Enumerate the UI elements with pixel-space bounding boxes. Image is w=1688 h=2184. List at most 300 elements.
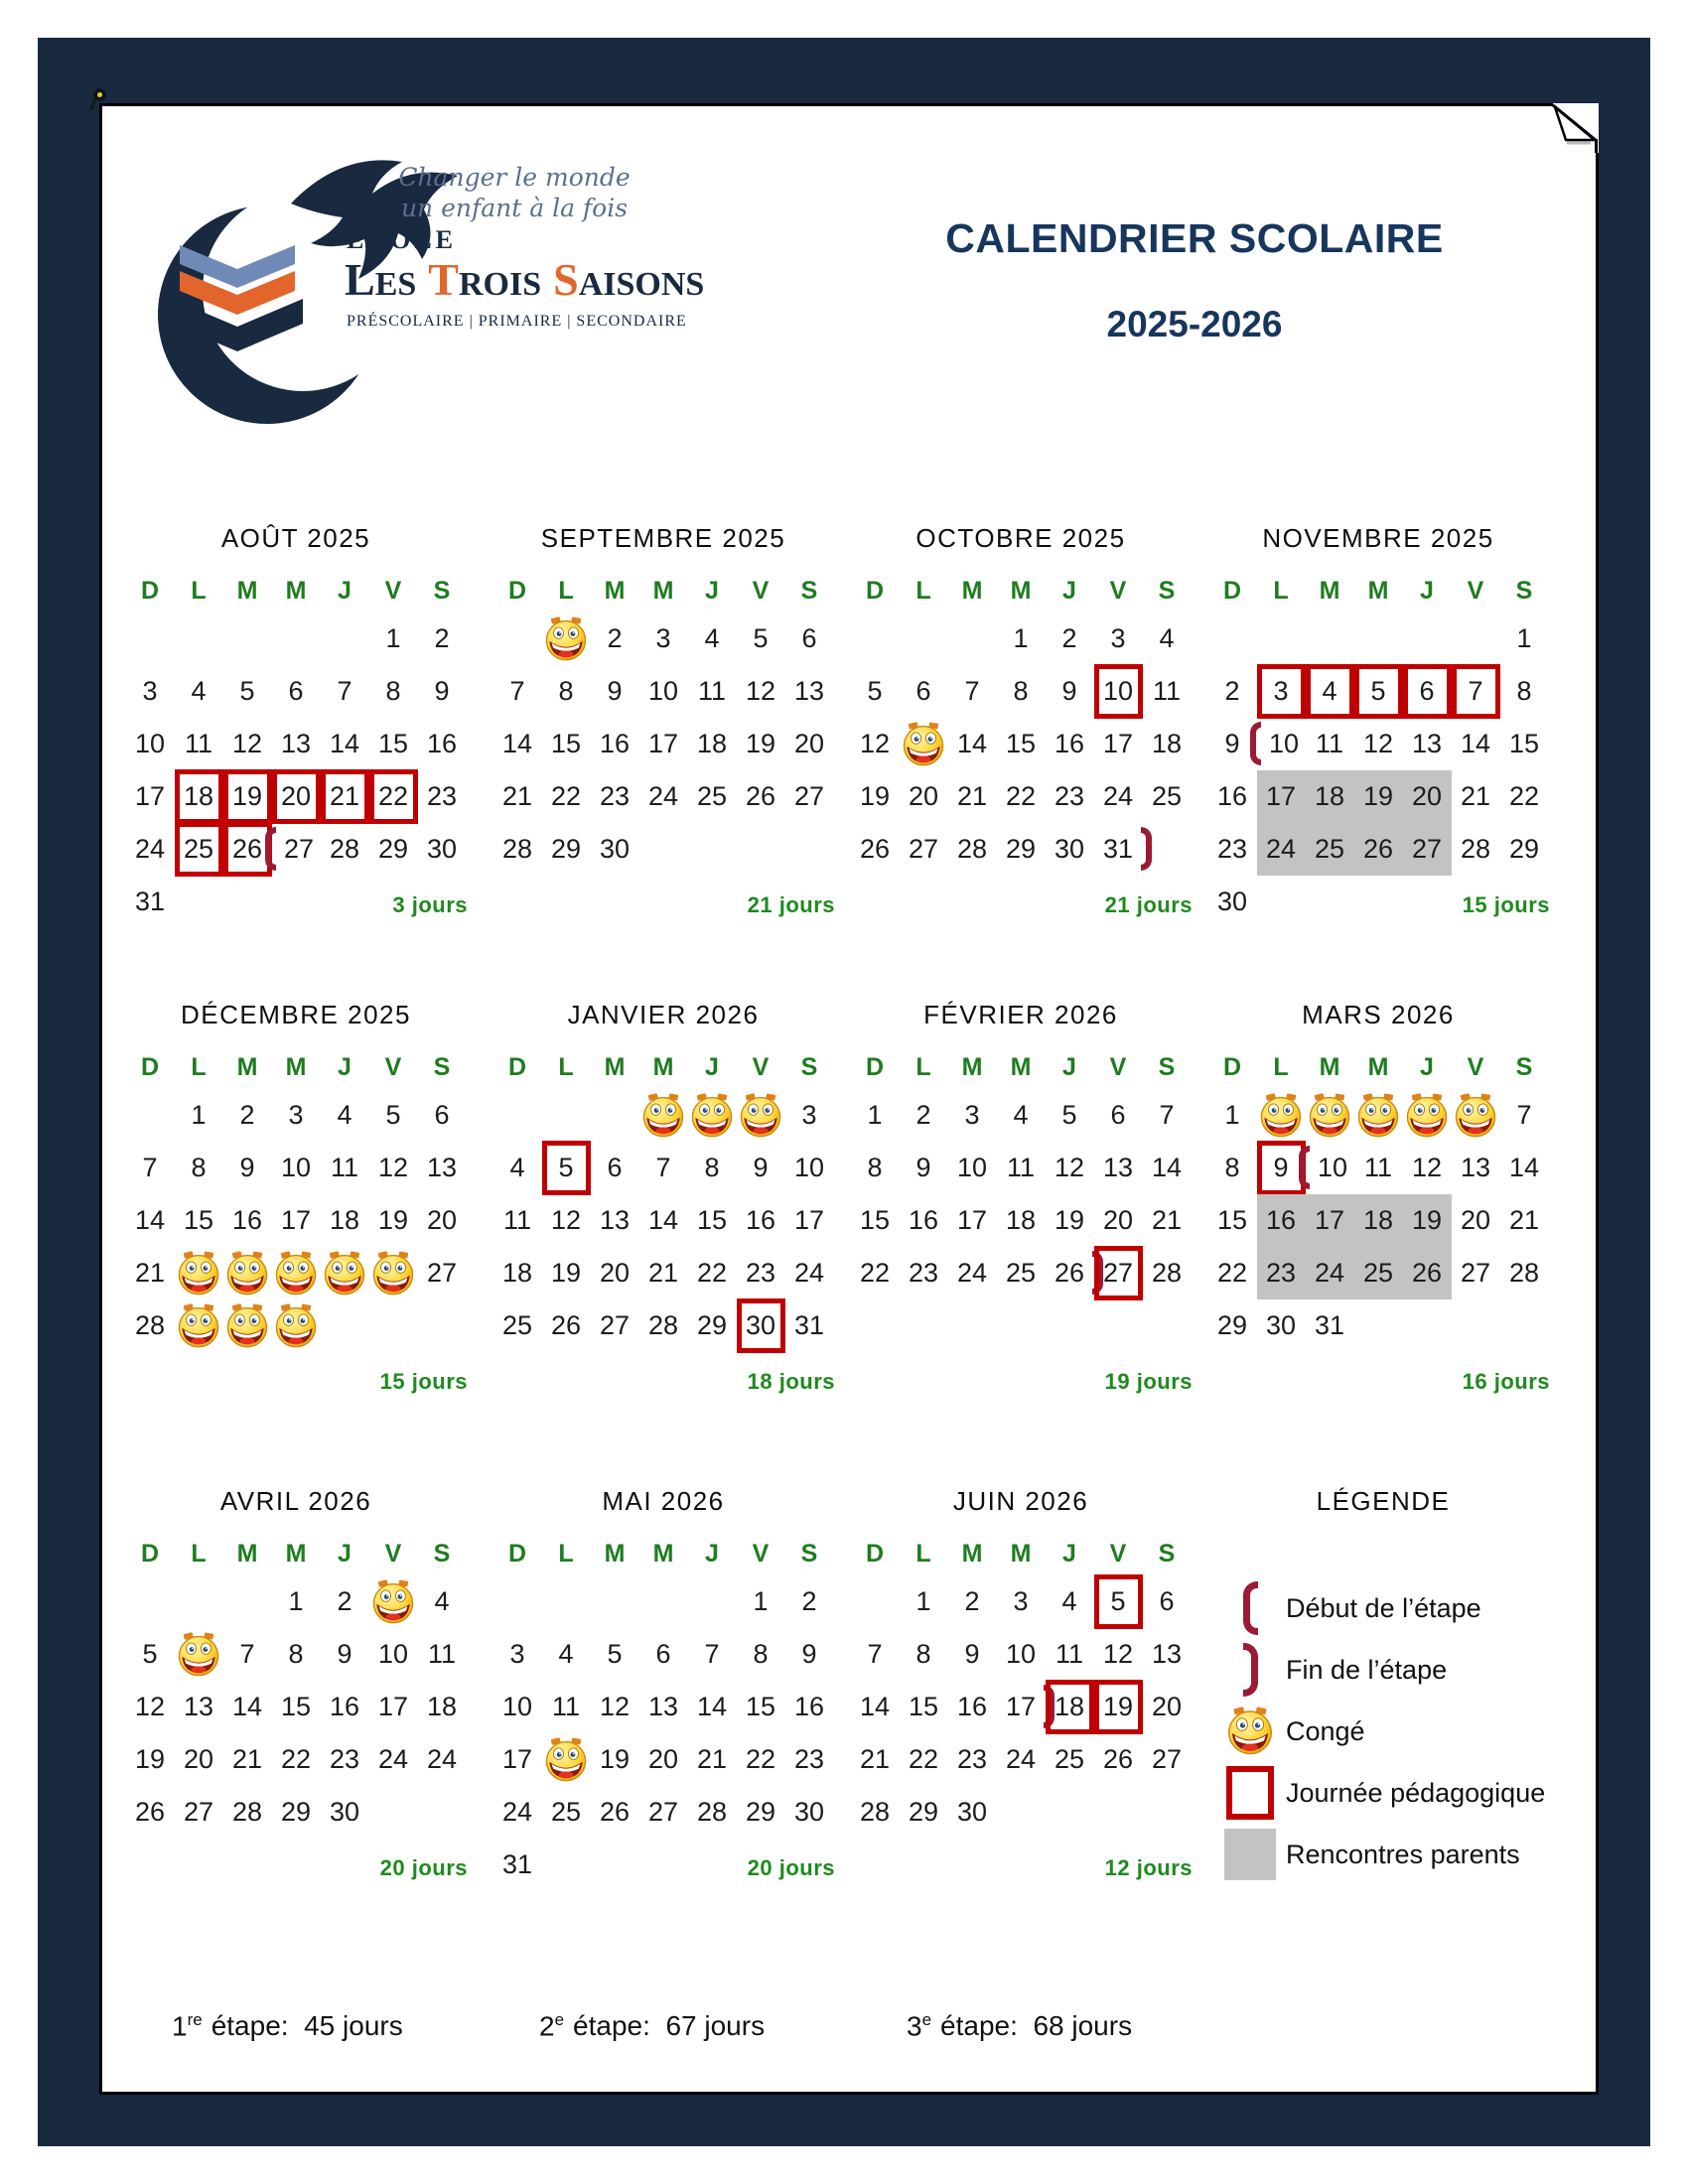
empty-cell bbox=[900, 613, 948, 665]
day-number: 23 bbox=[1054, 781, 1085, 811]
day-number: 19 bbox=[599, 1744, 631, 1774]
day-cell bbox=[1208, 823, 1257, 876]
red-box-icon bbox=[223, 769, 272, 824]
day-header-cell: M bbox=[1010, 1539, 1032, 1568]
empty-cell bbox=[785, 823, 834, 876]
day-cell bbox=[785, 1247, 834, 1299]
day-number: 3 bbox=[801, 1100, 817, 1130]
day-number: 17 bbox=[1102, 729, 1134, 758]
day-cell-conge bbox=[321, 1247, 369, 1299]
day-of-week-header bbox=[126, 569, 467, 613]
day-cell bbox=[737, 1575, 785, 1628]
day-header-cell: V bbox=[1467, 576, 1484, 605]
empty-cell bbox=[639, 1575, 688, 1628]
day-cell bbox=[851, 1733, 900, 1786]
day-number: 19 bbox=[550, 1258, 582, 1288]
day-header-cell: L bbox=[558, 1052, 574, 1081]
day-cell bbox=[948, 1786, 997, 1839]
day-cell bbox=[321, 1575, 369, 1628]
empty-cell bbox=[223, 1839, 272, 1891]
day-cell bbox=[272, 1628, 321, 1681]
bracket-open-icon bbox=[265, 827, 276, 871]
day-number: 30 bbox=[599, 834, 631, 864]
day-number: 24 bbox=[1102, 781, 1134, 811]
day-number: 23 bbox=[908, 1258, 939, 1288]
day-number: 5 bbox=[607, 1639, 623, 1669]
page-title-line1: CALENDRIER SCOLAIRE bbox=[945, 215, 1444, 261]
day-number: 2 bbox=[964, 1586, 980, 1616]
day-cell bbox=[542, 823, 591, 876]
day-number: 22 bbox=[859, 1258, 891, 1288]
day-number: 13 bbox=[1151, 1639, 1183, 1669]
day-cell bbox=[272, 1681, 321, 1733]
day-number: 22 bbox=[550, 781, 582, 811]
day-cell bbox=[1208, 876, 1257, 928]
day-header-cell: J bbox=[1062, 1539, 1076, 1568]
day-number: 26 bbox=[1054, 1258, 1085, 1288]
empty-cell bbox=[175, 1575, 223, 1628]
day-number: 13 bbox=[793, 676, 825, 706]
day-cell bbox=[1257, 1299, 1306, 1352]
day-number: 4 bbox=[434, 1586, 450, 1616]
day-cell bbox=[493, 1299, 542, 1352]
day-header-cell: M bbox=[1367, 1052, 1389, 1081]
day-number: 25 bbox=[1054, 1744, 1085, 1774]
day-cell bbox=[126, 876, 175, 928]
day-number: 26 bbox=[599, 1797, 631, 1827]
day-header-cell: J bbox=[338, 1539, 352, 1568]
day-cell bbox=[1046, 718, 1094, 770]
day-header-cell: L bbox=[558, 1539, 574, 1568]
day-of-week-header bbox=[126, 1532, 467, 1575]
day-number: 6 bbox=[1110, 1100, 1126, 1130]
day-number: 8 bbox=[288, 1639, 304, 1669]
day-number: 3 bbox=[142, 676, 158, 706]
day-cell bbox=[1452, 1194, 1500, 1247]
day-number: 21 bbox=[1508, 1205, 1540, 1235]
day-header-cell: M bbox=[285, 1052, 307, 1081]
red-box-icon bbox=[1094, 664, 1143, 719]
empty-cell bbox=[272, 1839, 321, 1891]
day-number: 6 bbox=[288, 676, 304, 706]
day-header-cell: L bbox=[915, 1052, 931, 1081]
day-cell bbox=[223, 1681, 272, 1733]
empty-cell bbox=[997, 1299, 1046, 1352]
day-number: 23 bbox=[1216, 834, 1248, 864]
day-cell bbox=[1143, 1089, 1192, 1142]
empty-cell bbox=[126, 1839, 175, 1891]
day-number: 4 bbox=[1159, 623, 1175, 653]
day-number: 28 bbox=[696, 1797, 728, 1827]
day-cell bbox=[900, 1247, 948, 1299]
day-cell bbox=[1143, 1628, 1192, 1681]
month-school-days-count: 12 jours bbox=[1104, 1855, 1193, 1880]
day-number: 4 bbox=[558, 1639, 574, 1669]
day-cell bbox=[997, 1575, 1046, 1628]
day-cell bbox=[1046, 1194, 1094, 1247]
day-number: 19 bbox=[377, 1205, 409, 1235]
day-number: 11 bbox=[1363, 1153, 1393, 1182]
day-cell bbox=[126, 1681, 175, 1733]
pushpin-icon bbox=[90, 86, 110, 112]
empty-cell bbox=[175, 1352, 223, 1405]
empty-cell bbox=[321, 1839, 369, 1891]
empty-cell bbox=[321, 613, 369, 665]
day-cell bbox=[900, 1681, 948, 1733]
day-header-cell: V bbox=[1109, 1539, 1127, 1568]
day-cell bbox=[737, 770, 785, 823]
month-title: AOÛT 2025 bbox=[220, 523, 371, 553]
day-number: 24 bbox=[793, 1258, 825, 1288]
month-avril-2026 bbox=[122, 1486, 470, 1913]
day-number: 22 bbox=[1005, 781, 1037, 811]
day-header-cell: M bbox=[236, 576, 258, 605]
day-number: 26 bbox=[745, 781, 776, 811]
empty-cell bbox=[1143, 1299, 1192, 1352]
day-number: 8 bbox=[704, 1153, 720, 1182]
month-mars-2026 bbox=[1204, 1000, 1552, 1427]
day-header-cell: M bbox=[961, 1052, 983, 1081]
day-cell-conge bbox=[1257, 1089, 1306, 1142]
empty-cell bbox=[493, 876, 542, 928]
day-cell-conge bbox=[639, 1089, 688, 1142]
day-cell bbox=[1403, 1142, 1452, 1194]
day-cell bbox=[175, 1681, 223, 1733]
day-cell bbox=[272, 1733, 321, 1786]
month-octobre-2025 bbox=[847, 523, 1195, 950]
day-cell bbox=[418, 718, 467, 770]
empty-cell bbox=[639, 823, 688, 876]
day-number: 23 bbox=[745, 1258, 776, 1288]
day-cell bbox=[175, 1142, 223, 1194]
empty-cell bbox=[688, 1575, 737, 1628]
days-grid bbox=[126, 1089, 467, 1405]
day-number: 15 bbox=[377, 729, 409, 758]
day-cell bbox=[639, 718, 688, 770]
day-number: 11 bbox=[1055, 1639, 1084, 1669]
day-cell bbox=[493, 1142, 542, 1194]
day-cell-conge bbox=[688, 1089, 737, 1142]
day-number: 20 bbox=[793, 729, 825, 758]
day-number: 21 bbox=[501, 781, 533, 811]
empty-cell bbox=[126, 1089, 175, 1142]
legend-label: Fin de l’étape bbox=[1286, 1654, 1448, 1685]
day-cell bbox=[639, 1299, 688, 1352]
day-number: 19 bbox=[1054, 1205, 1085, 1235]
day-cell bbox=[126, 1299, 175, 1352]
day-cell bbox=[369, 1194, 418, 1247]
day-cell bbox=[418, 1628, 467, 1681]
smiley-icon bbox=[224, 1251, 270, 1297]
day-cell bbox=[997, 613, 1046, 665]
day-cell bbox=[591, 718, 639, 770]
empty-cell bbox=[321, 1352, 369, 1405]
smiley-icon bbox=[273, 1251, 319, 1297]
day-cell bbox=[1208, 1089, 1257, 1142]
day-number: 8 bbox=[915, 1639, 931, 1669]
day-number: 23 bbox=[426, 781, 458, 811]
day-cell-journee-pedagogique bbox=[369, 770, 418, 823]
day-cell bbox=[948, 1575, 997, 1628]
page-curl-icon bbox=[1541, 103, 1599, 153]
day-header-cell: M bbox=[1010, 1052, 1032, 1081]
day-number: 30 bbox=[793, 1797, 825, 1827]
day-number: 10 bbox=[501, 1692, 533, 1721]
smiley-icon bbox=[689, 1093, 735, 1139]
day-number: 27 bbox=[647, 1797, 679, 1827]
day-cell bbox=[785, 613, 834, 665]
day-cell bbox=[542, 1299, 591, 1352]
day-header-cell: M bbox=[652, 576, 674, 605]
day-header-cell: J bbox=[705, 1052, 719, 1081]
day-number: 3 bbox=[1110, 623, 1126, 653]
day-of-week-header bbox=[1208, 569, 1549, 613]
day-number: 29 bbox=[377, 834, 409, 864]
day-cell bbox=[688, 1681, 737, 1733]
day-cell bbox=[272, 665, 321, 718]
day-number: 13 bbox=[647, 1692, 679, 1721]
day-number: 17 bbox=[647, 729, 679, 758]
day-number: 8 bbox=[1013, 676, 1029, 706]
empty-cell bbox=[948, 1352, 997, 1405]
day-cell bbox=[126, 1194, 175, 1247]
day-cell bbox=[785, 1575, 834, 1628]
day-number: 28 bbox=[231, 1797, 263, 1827]
day-cell-rencontres-parents bbox=[1306, 770, 1354, 823]
day-number: 5 bbox=[753, 623, 769, 653]
day-header-cell: J bbox=[705, 1539, 719, 1568]
day-cell bbox=[900, 823, 948, 876]
day-number: 22 bbox=[696, 1258, 728, 1288]
day-number: 22 bbox=[377, 781, 409, 811]
day-number: 28 bbox=[1508, 1258, 1540, 1288]
day-cell bbox=[369, 1733, 418, 1786]
day-cell bbox=[175, 1089, 223, 1142]
day-cell bbox=[688, 1194, 737, 1247]
day-header-cell: M bbox=[961, 576, 983, 605]
day-header-cell: M bbox=[285, 576, 307, 605]
day-cell bbox=[223, 1194, 272, 1247]
day-cell bbox=[785, 1299, 834, 1352]
day-cell bbox=[785, 1786, 834, 1839]
legend-label: Rencontres parents bbox=[1286, 1839, 1520, 1869]
day-number: 14 bbox=[501, 729, 533, 758]
month-juin-2026 bbox=[847, 1486, 1195, 1913]
day-header-cell: M bbox=[236, 1052, 258, 1081]
days-grid bbox=[493, 1089, 834, 1405]
day-number: 11 bbox=[1152, 676, 1182, 706]
day-number: 17 bbox=[377, 1692, 409, 1721]
day-number: 7 bbox=[1468, 676, 1483, 706]
day-number: 1 bbox=[915, 1586, 931, 1616]
bracket-open-icon bbox=[1299, 1146, 1310, 1189]
empty-cell bbox=[1354, 1352, 1403, 1405]
month-school-days-count: 21 jours bbox=[1104, 892, 1193, 917]
day-number: 18 bbox=[1314, 781, 1345, 811]
smiley-icon bbox=[1355, 1093, 1401, 1139]
day-header-cell: L bbox=[558, 576, 574, 605]
day-number: 13 bbox=[1102, 1153, 1134, 1182]
day-number: 7 bbox=[1159, 1100, 1175, 1130]
smiley-icon bbox=[640, 1093, 686, 1139]
day-header-cell: L bbox=[915, 1539, 931, 1568]
empty-cell bbox=[688, 823, 737, 876]
day-number: 25 bbox=[1151, 781, 1183, 811]
day-cell bbox=[175, 1786, 223, 1839]
day-number: 9 bbox=[434, 676, 450, 706]
month-title: MAI 2026 bbox=[602, 1486, 725, 1516]
day-number: 28 bbox=[1151, 1258, 1183, 1288]
red-box-icon bbox=[1403, 664, 1452, 719]
day-cell bbox=[737, 1194, 785, 1247]
day-header-cell: V bbox=[1109, 576, 1127, 605]
empty-cell bbox=[493, 1575, 542, 1628]
day-number: 22 bbox=[908, 1744, 939, 1774]
day-cell-journee-pedagogique bbox=[1452, 665, 1500, 718]
day-cell bbox=[493, 1839, 542, 1891]
smiley-icon bbox=[1404, 1093, 1450, 1139]
day-number: 31 bbox=[1102, 834, 1134, 864]
day-cell bbox=[223, 718, 272, 770]
empty-cell bbox=[1257, 613, 1306, 665]
day-cell-journee-pedagogique bbox=[175, 770, 223, 823]
day-header-cell: D bbox=[865, 1539, 885, 1568]
day-cell bbox=[1354, 718, 1403, 770]
day-cell bbox=[948, 1089, 997, 1142]
day-cell bbox=[737, 1628, 785, 1681]
day-cell bbox=[272, 1089, 321, 1142]
day-number: 16 bbox=[426, 729, 458, 758]
day-number: 20 bbox=[647, 1744, 679, 1774]
day-cell bbox=[1046, 770, 1094, 823]
day-header-cell: J bbox=[1420, 1052, 1434, 1081]
day-cell bbox=[1500, 1089, 1549, 1142]
day-cell bbox=[997, 1628, 1046, 1681]
day-cell-journee-pedagogique bbox=[1403, 665, 1452, 718]
day-number: 5 bbox=[239, 676, 255, 706]
month-school-days-count: 15 jours bbox=[379, 1369, 468, 1394]
day-cell-etape-start bbox=[1257, 718, 1306, 770]
day-number: 14 bbox=[1460, 729, 1491, 758]
day-number: 14 bbox=[231, 1692, 263, 1721]
smiley-icon bbox=[273, 1303, 319, 1349]
day-number: 4 bbox=[1322, 676, 1337, 706]
empty-cell bbox=[418, 1299, 467, 1352]
smiley-icon bbox=[543, 616, 589, 662]
day-cell-rencontres-parents bbox=[1354, 770, 1403, 823]
day-number: 19 bbox=[231, 781, 263, 811]
day-cell bbox=[948, 1733, 997, 1786]
day-cell-etape-end bbox=[1046, 1247, 1094, 1299]
day-cell bbox=[900, 1575, 948, 1628]
day-number: 21 bbox=[1151, 1205, 1183, 1235]
day-number: 9 bbox=[1061, 676, 1077, 706]
day-number: 4 bbox=[509, 1153, 525, 1182]
day-header-cell: J bbox=[705, 576, 719, 605]
school-levels: PRÉSCOLAIRE | PRIMAIRE | SECONDAIRE bbox=[347, 313, 687, 330]
empty-cell bbox=[1403, 1352, 1452, 1405]
empty-cell bbox=[542, 1352, 591, 1405]
empty-cell bbox=[688, 1352, 737, 1405]
day-cell bbox=[1500, 823, 1549, 876]
day-number: 15 bbox=[696, 1205, 728, 1235]
day-of-week-header bbox=[851, 569, 1192, 613]
day-number: 16 bbox=[745, 1205, 776, 1235]
empty-cell bbox=[948, 876, 997, 928]
day-cell-etape-end bbox=[1094, 823, 1143, 876]
day-of-week-header bbox=[126, 1045, 467, 1089]
day-cell bbox=[223, 1786, 272, 1839]
day-cell bbox=[272, 1575, 321, 1628]
day-header-cell: V bbox=[752, 1052, 770, 1081]
empty-cell bbox=[1257, 876, 1306, 928]
day-cell bbox=[126, 770, 175, 823]
day-cell bbox=[321, 665, 369, 718]
day-number: 5 bbox=[142, 1639, 158, 1669]
day-number: 19 bbox=[745, 729, 776, 758]
day-number: 9 bbox=[801, 1639, 817, 1669]
day-cell-etape-start bbox=[272, 823, 321, 876]
day-number: 10 bbox=[1268, 729, 1300, 758]
day-header-cell: L bbox=[915, 576, 931, 605]
day-cell bbox=[542, 1194, 591, 1247]
day-header-cell: M bbox=[1010, 576, 1032, 605]
day-number: 11 bbox=[330, 1153, 359, 1182]
day-cell bbox=[321, 718, 369, 770]
day-number: 10 bbox=[956, 1153, 988, 1182]
day-cell bbox=[639, 1247, 688, 1299]
day-cell bbox=[126, 1628, 175, 1681]
smiley-icon bbox=[543, 1737, 589, 1783]
empty-cell bbox=[321, 1299, 369, 1352]
empty-cell bbox=[851, 1575, 900, 1628]
day-cell bbox=[175, 665, 223, 718]
day-cell bbox=[737, 1247, 785, 1299]
day-number: 27 bbox=[599, 1310, 631, 1340]
day-number: 2 bbox=[801, 1586, 817, 1616]
month-school-days-count: 20 jours bbox=[747, 1855, 835, 1880]
day-cell bbox=[1208, 1142, 1257, 1194]
day-cell-rencontres-parents bbox=[1403, 823, 1452, 876]
day-number: 29 bbox=[1005, 834, 1037, 864]
day-number: 11 bbox=[184, 729, 213, 758]
day-cell bbox=[851, 1194, 900, 1247]
day-number: 5 bbox=[1110, 1586, 1126, 1616]
day-header-cell: D bbox=[507, 576, 527, 605]
empty-cell bbox=[997, 876, 1046, 928]
day-cell bbox=[1403, 718, 1452, 770]
day-cell bbox=[542, 1786, 591, 1839]
day-cell bbox=[223, 1628, 272, 1681]
day-number: 23 bbox=[329, 1744, 360, 1774]
legend-item-conge bbox=[1214, 1701, 1562, 1762]
day-header-cell: J bbox=[1062, 576, 1076, 605]
day-number: 10 bbox=[1317, 1153, 1348, 1182]
empty-cell bbox=[997, 1352, 1046, 1405]
day-number: 25 bbox=[501, 1310, 533, 1340]
empty-cell bbox=[1143, 823, 1192, 876]
day-of-week-header bbox=[493, 1532, 834, 1575]
empty-cell bbox=[900, 1839, 948, 1891]
day-cell bbox=[639, 665, 688, 718]
day-header-cell: S bbox=[1158, 576, 1176, 605]
empty-cell bbox=[272, 1352, 321, 1405]
day-number: 5 bbox=[558, 1153, 574, 1182]
empty-cell bbox=[591, 1575, 639, 1628]
day-cell bbox=[948, 1194, 997, 1247]
day-cell bbox=[369, 1142, 418, 1194]
day-number: 12 bbox=[859, 729, 891, 758]
